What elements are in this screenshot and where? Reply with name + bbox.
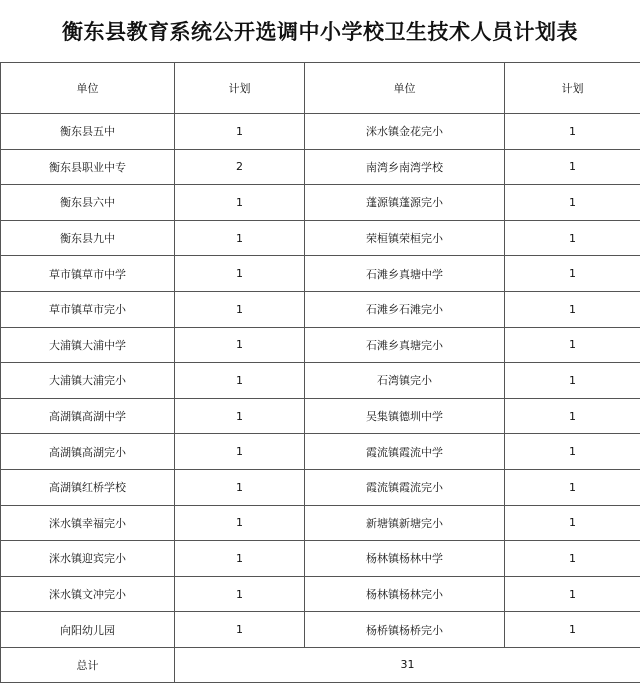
unit-right-cell: 南湾乡南湾学校: [305, 149, 505, 185]
unit-left-cell: 衡东县九中: [1, 220, 175, 256]
unit-left-cell: 衡东县六中: [1, 185, 175, 221]
table-row: [1, 220, 640, 256]
total-row: [1, 647, 640, 682]
plan-left-cell: 1: [175, 576, 305, 612]
plan-left-cell: 1: [175, 469, 305, 505]
plan-left-cell: 1: [175, 327, 305, 363]
table-header-row: [1, 63, 640, 114]
plan-right-cell: 1: [505, 220, 640, 256]
table-row: [1, 434, 640, 470]
unit-left-cell: 高湖镇高湖完小: [1, 434, 175, 470]
plan-right-cell: 1: [505, 576, 640, 612]
plan-left-cell: 1: [175, 220, 305, 256]
unit-right-cell: 荣桓镇荣桓完小: [305, 220, 505, 256]
plan-right-cell: 1: [505, 114, 640, 150]
table-row: [1, 363, 640, 399]
table-row: [1, 185, 640, 221]
plan-right-cell: 1: [505, 469, 640, 505]
plan-left-cell: 1: [175, 185, 305, 221]
header-plan-left: 计划: [175, 63, 305, 114]
plan-right-cell: 1: [505, 185, 640, 221]
plan-left-cell: 1: [175, 291, 305, 327]
table-row: [1, 612, 640, 648]
total-value: 31: [175, 647, 640, 682]
plan-right-cell: 1: [505, 256, 640, 292]
table-row: [1, 576, 640, 612]
total-label: 总计: [1, 647, 175, 682]
page-title: 衡东县教育系统公开选调中小学校卫生技术人员计划表: [62, 19, 578, 44]
unit-right-cell: 吴集镇德圳中学: [305, 398, 505, 434]
unit-left-cell: 草市镇草市中学: [1, 256, 175, 292]
plan-left-cell: 1: [175, 256, 305, 292]
plan-left-cell: 1: [175, 434, 305, 470]
unit-right-cell: 石湾镇完小: [305, 363, 505, 399]
plan-left-cell: 1: [175, 363, 305, 399]
plan-right-cell: 1: [505, 291, 640, 327]
table-row: [1, 541, 640, 577]
plan-right-cell: 1: [505, 541, 640, 577]
plan-table: [0, 62, 640, 683]
plan-right-cell: 1: [505, 505, 640, 541]
plan-left-cell: 1: [175, 114, 305, 150]
plan-right-cell: 1: [505, 612, 640, 648]
plan-left-cell: 1: [175, 612, 305, 648]
unit-right-cell: 洣水镇金花完小: [305, 114, 505, 150]
plan-right-cell: 1: [505, 363, 640, 399]
header-unit-left: 单位: [1, 63, 175, 114]
unit-left-cell: 高湖镇高湖中学: [1, 398, 175, 434]
table-row: [1, 114, 640, 150]
unit-right-cell: 霞流镇霞流中学: [305, 434, 505, 470]
unit-right-cell: 石滩乡真塘中学: [305, 256, 505, 292]
unit-left-cell: 大浦镇大浦完小: [1, 363, 175, 399]
table-row: [1, 256, 640, 292]
unit-right-cell: 石滩乡石滩完小: [305, 291, 505, 327]
plan-right-cell: 1: [505, 149, 640, 185]
unit-left-cell: 洣水镇文冲完小: [1, 576, 175, 612]
unit-left-cell: 草市镇草市完小: [1, 291, 175, 327]
plan-left-cell: 1: [175, 505, 305, 541]
unit-left-cell: 大浦镇大浦中学: [1, 327, 175, 363]
table-row: [1, 505, 640, 541]
unit-left-cell: 衡东县职业中专: [1, 149, 175, 185]
unit-right-cell: 杨桥镇杨桥完小: [305, 612, 505, 648]
unit-right-cell: 蓬源镇蓬源完小: [305, 185, 505, 221]
table-row: [1, 469, 640, 505]
unit-left-cell: 高湖镇红桥学校: [1, 469, 175, 505]
unit-right-cell: 石滩乡真塘完小: [305, 327, 505, 363]
unit-right-cell: 杨林镇杨林完小: [305, 576, 505, 612]
table-row: [1, 327, 640, 363]
unit-left-cell: 洣水镇迎宾完小: [1, 541, 175, 577]
header-unit-right: 单位: [305, 63, 505, 114]
plan-left-cell: 1: [175, 398, 305, 434]
unit-right-cell: 新塘镇新塘完小: [305, 505, 505, 541]
table-row: [1, 149, 640, 185]
plan-right-cell: 1: [505, 434, 640, 470]
unit-right-cell: 霞流镇霞流完小: [305, 469, 505, 505]
plan-right-cell: 1: [505, 327, 640, 363]
table-row: [1, 398, 640, 434]
plan-left-cell: 2: [175, 149, 305, 185]
table-row: [1, 291, 640, 327]
unit-right-cell: 杨林镇杨林中学: [305, 541, 505, 577]
plan-right-cell: 1: [505, 398, 640, 434]
plan-left-cell: 1: [175, 541, 305, 577]
unit-left-cell: 向阳幼儿园: [1, 612, 175, 648]
unit-left-cell: 衡东县五中: [1, 114, 175, 150]
header-plan-right: 计划: [505, 63, 640, 114]
unit-left-cell: 洣水镇幸福完小: [1, 505, 175, 541]
